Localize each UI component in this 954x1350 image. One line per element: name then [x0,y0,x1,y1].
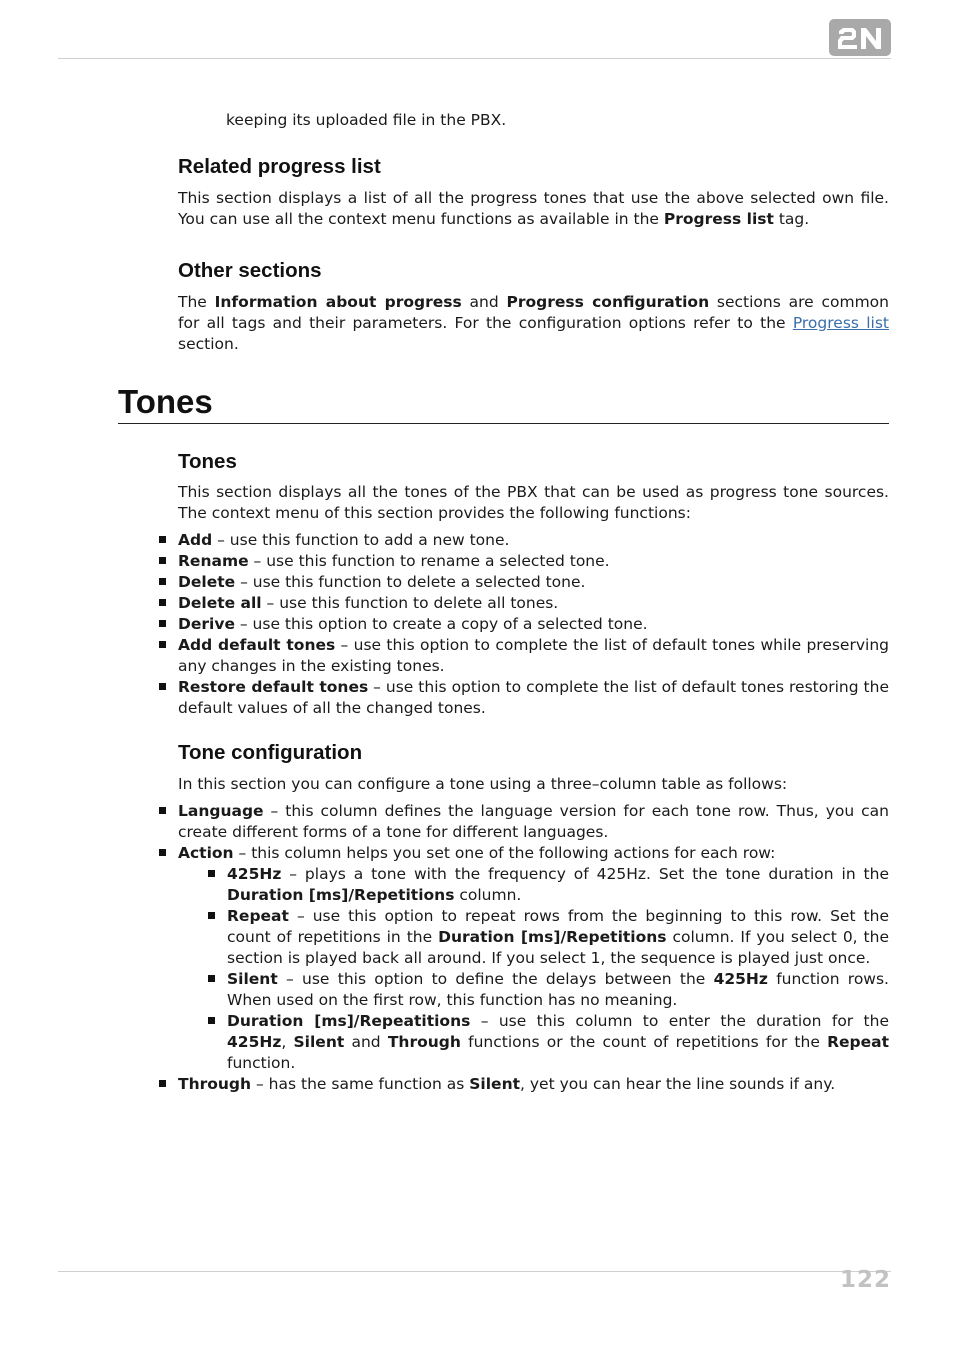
footer-rule [58,1271,891,1272]
brand-logo [829,19,891,56]
intro-text: keeping its uploaded file in the PBX. [226,111,507,129]
list-item: 425Hz – plays a tone with the frequency of 425Hz. Set the tone duration in the Duration [ms]/Repetitions column. [178,864,889,906]
tone-configuration-intro: In this section you can configure a tone using a three–column table as follows: [178,775,788,793]
related-progress-text: This section displays a list of all the progress tones that use the above selected own file. You can use all the context menu functions as available in the Progress list tag. [178,189,889,228]
other-sections-section [178,292,889,355]
other-sections-heading: Other sections [178,259,322,282]
tones-heading: Tones [178,450,237,473]
list-item: Derive – use this option to create a copy of a selected tone. [130,614,889,635]
list-item: Action – this column helps you set one of the following actions for each row: 425Hz – plays a tone with the frequency of 425Hz. Set the tone duration in the Duration [ms]/Repetitions column. Repeat – use this option to repeat rows from the beginning to this row. Set the count of repetitions in the Duration [ms]/Repetitions column. If you select 0, the section is played back all around. If you select 1, the sequence is played just once. Silent – use this option to define the delays between the 425Hz function rows. When used on the first row, this function has no meaning. Duration [ms]/Repeatitions – use this column to enter the duration for the 425Hz, Silent and Through functions or the count of repetitions for the Repeat function. [130,843,889,1074]
tones-intro: This section displays all the tones of the PBX that can be used as progress tone sources. The context menu of this section provides the following functions: [178,483,889,522]
header-rule [58,58,891,59]
list-item: Rename – use this function to rename a selected tone. [130,551,889,572]
progress-list-link[interactable]: Progress list [792,314,889,332]
action-sub-list [178,864,889,1074]
tone-configuration-heading: Tone configuration [178,741,363,764]
list-item: Duration [ms]/Repeatitions – use this column to enter the duration for the 425Hz, Silent and Through functions or the count of repetitions for the Repeat function. [178,1011,889,1074]
tone-configuration-list [130,801,889,1095]
related-progress-heading: Related progress list [178,155,381,178]
other-sections-text: The Information about progress and Progress configuration sections are common for all tags and their parameters. For the configuration options refer to the Progress list section. [178,293,889,353]
list-item: Through – has the same function as Silent, yet you can hear the line sounds if any. [130,1074,889,1095]
list-item: Delete – use this function to delete a selected tone. [130,572,889,593]
tone-configuration-section [178,774,889,1095]
page-number: 122 [839,1267,891,1293]
list-item: Delete all – use this function to delete all tones. [130,593,889,614]
related-progress-section [178,188,889,230]
list-item: Add – use this function to add a new tone. [130,530,889,551]
tones-section [178,482,889,719]
list-item: Repeat – use this option to repeat rows from the beginning to this row. Set the count of repetitions in the Duration [ms]/Repetitions column. If you select 0, the section is played back all around. If you select 1, the sequence is played just once. [178,906,889,969]
list-item: Add default tones – use this option to complete the list of default tones while preserving any changes in the existing tones. [130,635,889,677]
list-item: Restore default tones – use this option to complete the list of default tones restoring the default values of all the changed tones. [130,677,889,719]
page-title: Tones [118,382,889,424]
list-item: Language – this column defines the language version for each tone row. Thus, you can create different forms of a tone for different languages. [130,801,889,843]
list-item: Silent – use this option to define the delays between the 425Hz function rows. When used on the first row, this function has no meaning. [178,969,889,1011]
tones-function-list [130,530,889,719]
intro-continuation [226,110,889,131]
